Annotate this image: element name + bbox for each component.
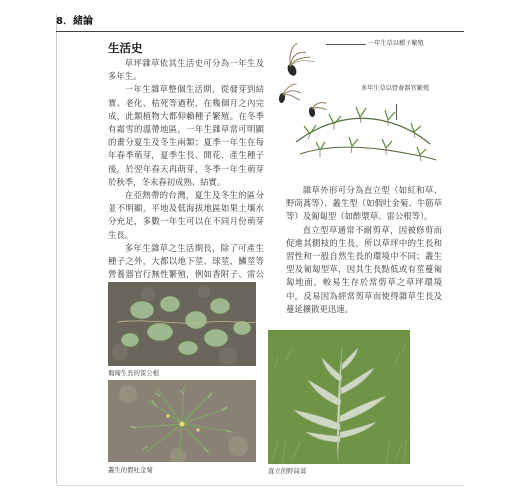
paragraph-6: 直立型草通常不耐剪草，因被修剪而促進其側枝的生長，所以草坪中的生長和習性和一般自然生長的環境中不同；叢生型及匍匐型草，因其生長點低或有莖蔓匍匐地面，較易生存於常剪草之草坪環境中，反易因為經常剪草而使得雜草生長及蔓延擴散更迅速。 xyxy=(286,224,442,314)
paragraph-2: 一年生雜草整個生活期，從發芽到結實、老化、枯死等過程，在幾個月之內完成，此類植物大都仰賴種子繁殖。在冬季有霜雪的溫帶地區，一年生雜草常可明顯的畫分夏生及冬生兩類；夏季一年生在每年春季萌芽，夏季生長、開花、產生種子後，於翌年春天再萌芽，冬季一年生萌芽於秋季，冬末春初成熟、結實。 xyxy=(108,84,264,187)
section-title: 生活史 xyxy=(108,41,143,55)
page-edge-line xyxy=(56,14,57,484)
photo-creeping-plant-art xyxy=(108,282,256,366)
seed-tuft-1 xyxy=(279,40,316,77)
photo-upright-plant xyxy=(268,330,410,464)
stolon-illustration xyxy=(290,84,440,180)
paragraph-4: 多年生雜草之生活期長，除了可產生種子之外，大都以地下莖、球莖、鱗莖等營養器官行無性繁殖，例如香附子、雷公 xyxy=(108,242,264,280)
left-text-column xyxy=(108,57,264,295)
right-text-column xyxy=(286,184,442,316)
seed-callout-line xyxy=(326,44,366,45)
page-bottom-rule xyxy=(56,485,464,486)
stolon-callout-text: 多年生草以營養器官繁殖 xyxy=(360,85,430,92)
stolon-callout-line xyxy=(396,104,397,120)
stolon-roots xyxy=(308,117,421,161)
photo-clumping-plant-art xyxy=(108,380,256,462)
photo-creeping-plant xyxy=(108,282,256,366)
photo-clumping-plant xyxy=(108,380,256,462)
paragraph-5: 雜草外形可分為直立型（如紅和草、野茼蒿等）、叢生型（如假吐金菊、牛筋草等）及匍匐型（如酢漿草、雷公根等）。 xyxy=(286,185,442,222)
header-rule xyxy=(56,31,464,32)
page-header xyxy=(56,14,464,30)
photo1-caption: 匍匐生長的雷公根 xyxy=(108,369,160,377)
photo-upright-plant-art xyxy=(268,330,410,464)
seed-callout-text: 一年生草以種子繁殖 xyxy=(368,40,424,47)
paragraph-3: 在亞熱帶的台灣，夏生及冬生的區分並不明顯，平地及低海拔地區如果土壤水分充足，多數一年生可以在不同月份萌芽生長。 xyxy=(108,190,264,240)
photo2-caption: 叢生的假吐金菊 xyxy=(108,466,153,474)
photo3-caption: 直立的野茼蒿 xyxy=(268,467,307,475)
paragraph-1: 草坪雜草依其生活史可分為一年生及多年生。 xyxy=(108,58,264,82)
page-number-chapter: 8．緒論 xyxy=(56,16,93,27)
